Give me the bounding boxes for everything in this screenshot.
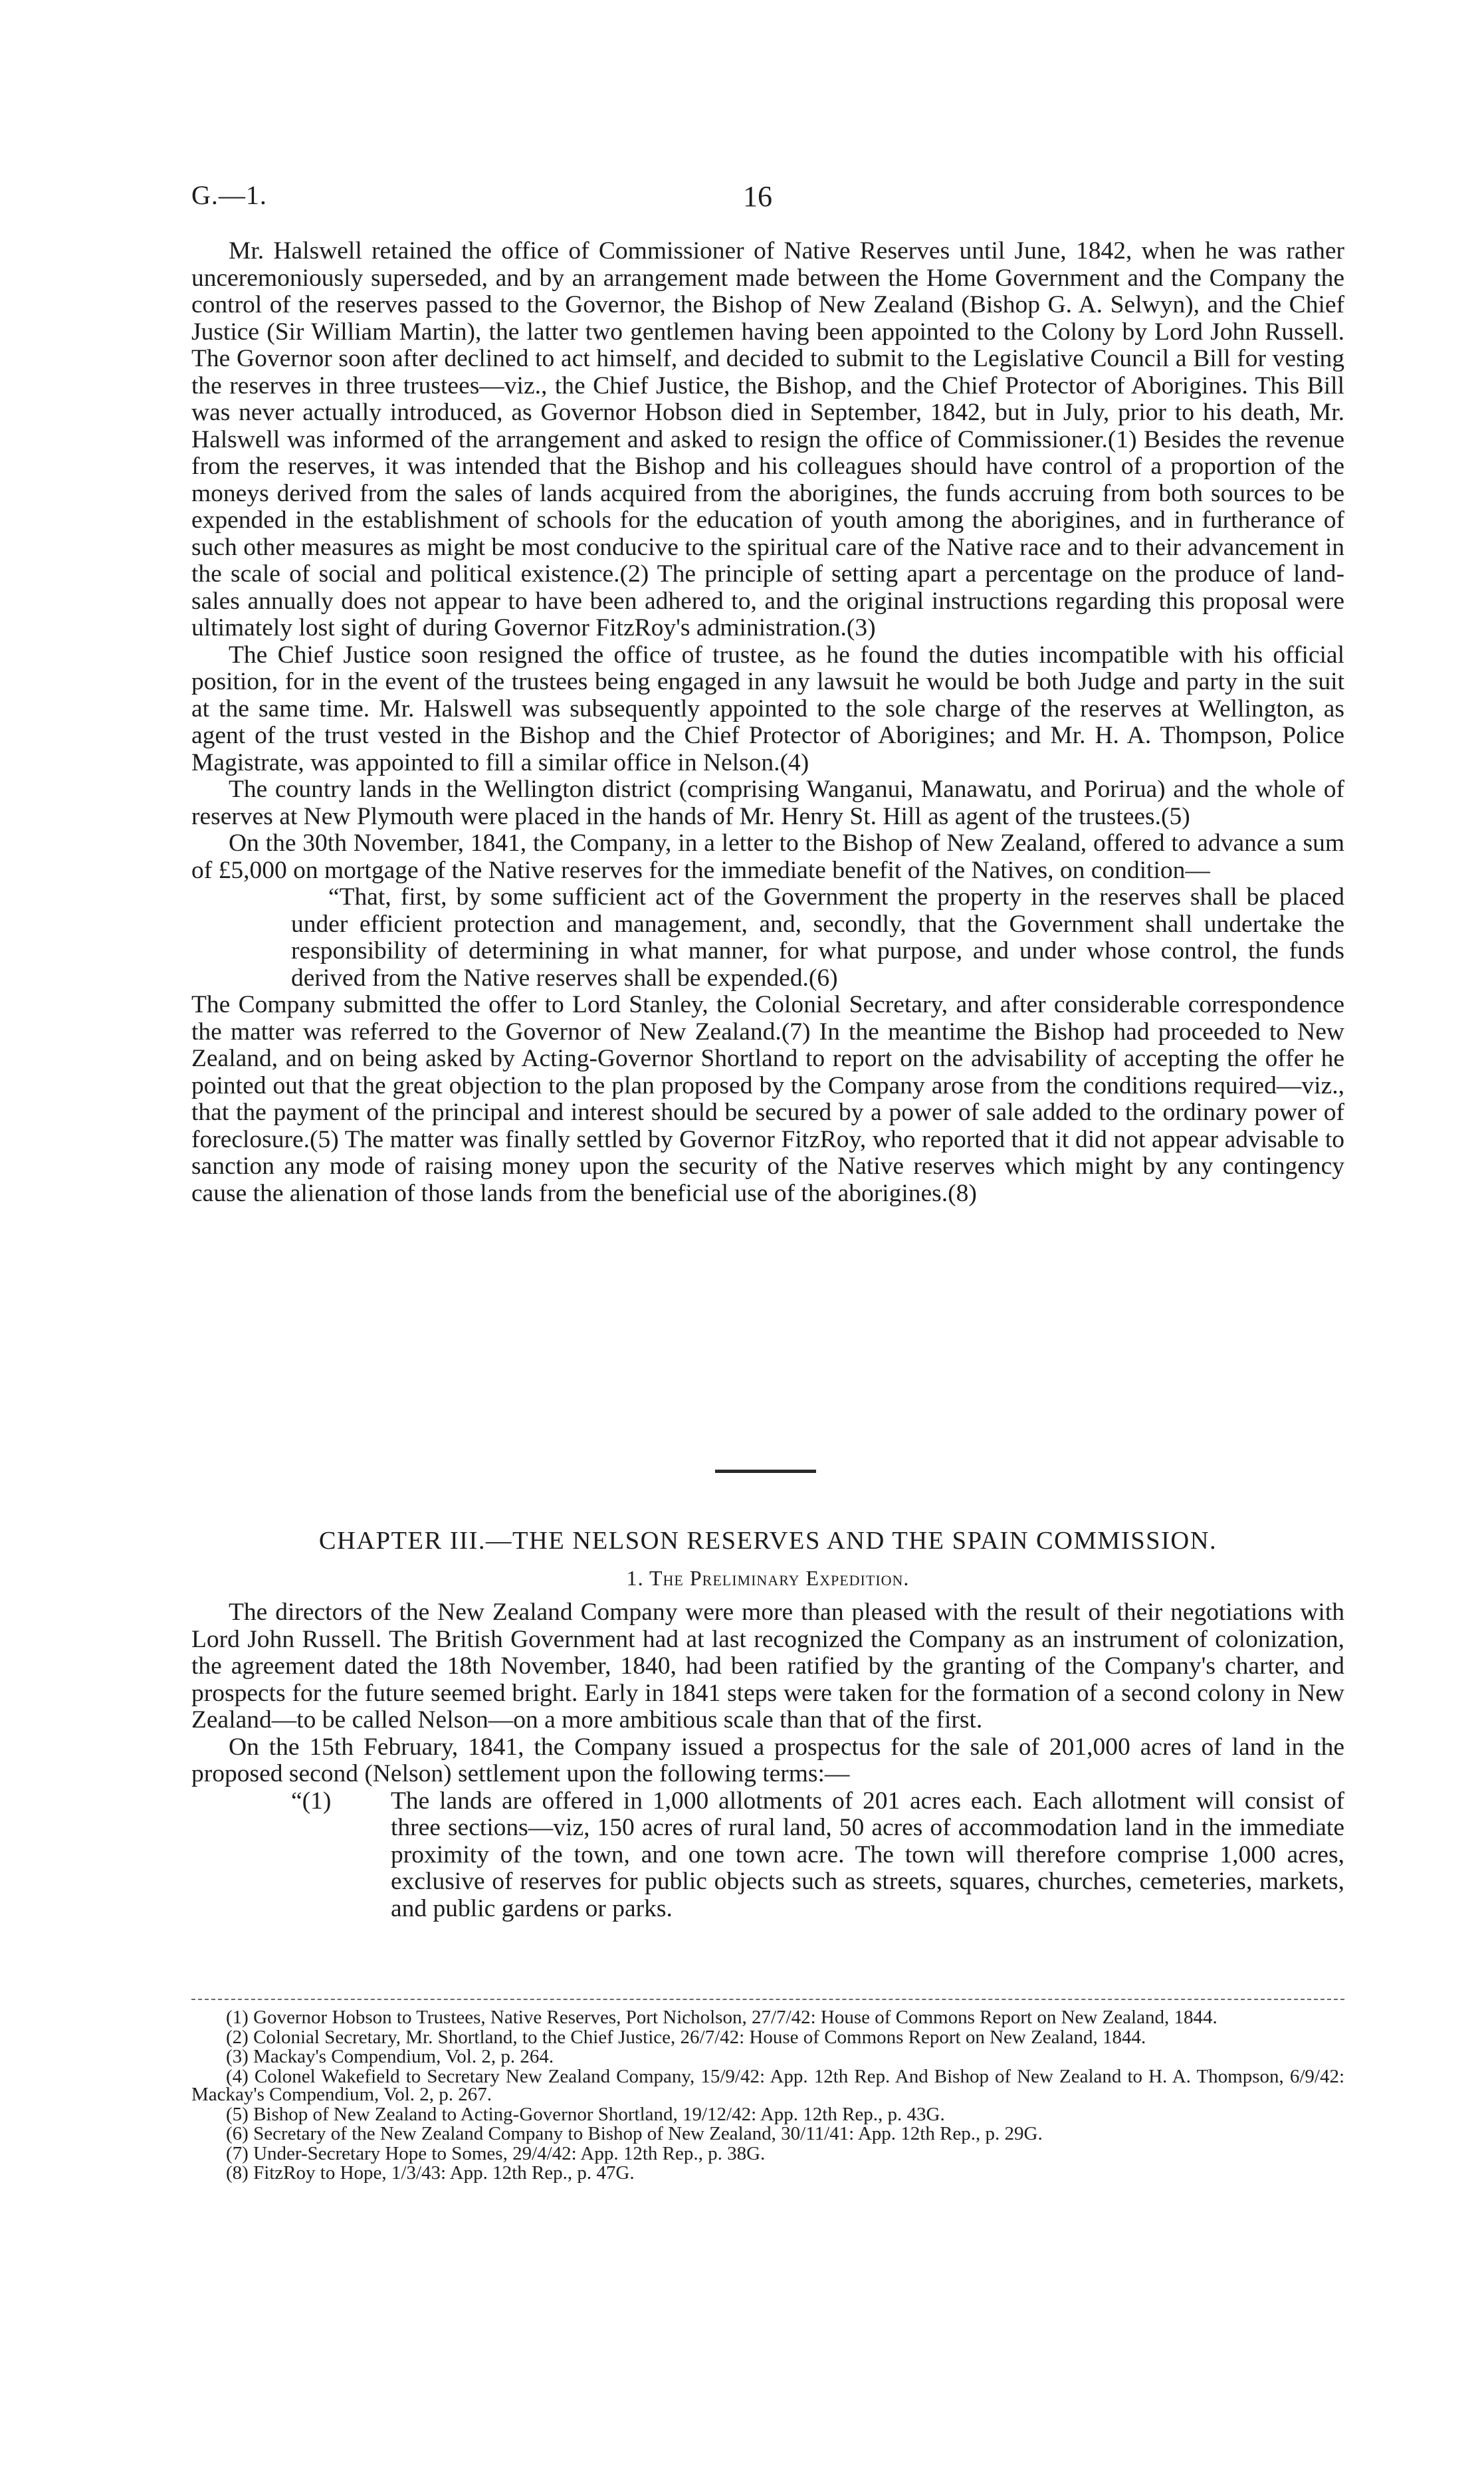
page-number: 16 bbox=[743, 180, 772, 213]
section-title: 1. The Preliminary Expedition. bbox=[626, 1566, 910, 1590]
paragraph: The Chief Justice soon resigned the office of trustee, as he found the duties incompatible with his official position, for in the event of the trustees being engaged in any lawsuit he would be both Judge and party in the suit at the same time. Mr. Halswell was subsequently appointed to the sole charge of the reserves at Wellington, as agent of the trust vested in the Bishop and the Chief Protector of Aborigines; and Mr. H. A. Thompson, Police Magistrate, was appointed to fill a similar office in Nelson.(4) bbox=[191, 641, 1344, 776]
paragraph: The directors of the New Zealand Company were more than pleased with the result of their negotiations with Lord John Russell. The British Government had at last recognized the Company as an instrument of colonization, the agreement dated the 18th November, 1840, had been ratified by the granting of the Company's charter, and prospects for the future seemed bright. Early in 1841 steps were taken for the formation of a second colony in New Zealand—to be called Nelson—on a more ambitious scale than that of the first. bbox=[191, 1599, 1344, 1734]
footnote: (2) Colonial Secretary, Mr. Shortland, to the Chief Justice, 26/7/42: House of Commons Report on New Zealand, 1844. bbox=[226, 2026, 1146, 2048]
footnote: (8) FitzRoy to Hope, 1/3/43: App. 12th Rep., p. 47G. bbox=[226, 2162, 635, 2184]
main-text bbox=[191, 238, 1344, 1207]
paragraph: Mr. Halswell retained the office of Commissioner of Native Reserves until June, 1842, when he was rather unceremoniously superseded, and by an arrangement made between the Home Government and the Company the control of the reserves passed to the Governor, the Bishop of New Zealand (Bishop G. A. Selwyn), and the Chief Justice (Sir William Martin), the latter two gentlemen having been appointed to the Colony by Lord John Russell. The Governor soon after declined to act himself, and decided to submit to the Legislative Council a Bill for vesting the reserves in three trustees—viz., the Chief Justice, the Bishop, and the Chief Protector of Aborigines. This Bill was never actually introduced, as Governor Hobson died in September, 1842, but in July, prior to his death, Mr. Halswell was informed of the arrangement and asked to resign the office of Commissioner.(1) Besides the revenue from the reserves, it was intended that the Bishop and his colleagues should have control of a proportion of the moneys derived from the sales of lands acquired from the aborigines, the funds accruing from both sources to be expended in the establishment of schools for the education of youth among the aborigines, and in furtherance of such other measures as might be most conducive to the spiritual care of the Native race and to their advancement in the scale of social and political existence.(2) The principle of setting apart a percentage on the produce of land-sales annually does not appear to have been adhered to, and the original instructions regarding this proposal were ultimately lost sight of during Governor FitzRoy's administration.(3) bbox=[191, 237, 1344, 641]
paragraph: On the 15th February, 1841, the Company issued a prospectus for the sale of 201,000 acres of land in the proposed second (Nelson) settlement upon the following terms:— bbox=[191, 1733, 1344, 1787]
list-item-number: “(1) bbox=[291, 1787, 332, 1815]
footnote: (4) Colonel Wakefield to Secretary New Zealand Company, 15/9/42: App. 12th Rep. And Bishop of New Zealand to H. A. Thompson, 6/9/42: Mackay's Compendium, Vol. 2, p. 267. bbox=[191, 2065, 1344, 2105]
chapter-text bbox=[191, 1599, 1344, 1922]
paragraph: The Company submitted the offer to Lord Stanley, the Colonial Secretary, and after considerable correspondence the matter was referred to the Governor of New Zealand.(7) In the meantime the Bishop had proceeded to New Zealand, and on being asked by Acting-Governor Shortland to report on the advisability of accepting the offer he pointed out that the great objection to the plan proposed by the Company arose from the conditions required—viz., that the payment of the principal and interest should be secured by a power of sale added to the ordinary power of foreclosure.(5) The matter was finally settled by Governor FitzRoy, who reported that it did not appear advisable to sanction any mode of raising money upon the security of the Native reserves which might by any contingency cause the alienation of those lands from the beneficial use of the aborigines.(8) bbox=[191, 991, 1344, 1207]
list-item bbox=[191, 1788, 1344, 1923]
block-quote bbox=[291, 884, 1344, 992]
footnote: (3) Mackay's Compendium, Vol. 2, p. 264. bbox=[226, 2046, 554, 2067]
paragraph: On the 30th November, 1841, the Company, in a letter to the Bishop of New Zealand, offered to advance a sum of £5,000 on mortgage of the Native reserves for the immediate benefit of the Natives, on condition— bbox=[191, 830, 1344, 884]
footnotes bbox=[191, 2009, 1344, 2184]
quote-text: “That, first, by some sufficient act of the Government the property in the reserves shall be placed under efficient protection and management, and, secondly, that the Government shall undertake the responsibility of determining in what manner, for what purpose, and under whose control, the funds derived from the Native reserves shall be expended.(6) bbox=[291, 883, 1344, 992]
footnote-divider bbox=[191, 1999, 1344, 2000]
series-code: G.—1. bbox=[191, 180, 267, 210]
section-divider bbox=[715, 1470, 816, 1473]
footnote: (7) Under-Secretary Hope to Somes, 29/4/42: App. 12th Rep., p. 38G. bbox=[226, 2142, 766, 2164]
paragraph: The country lands in the Wellington district (comprising Wanganui, Manawatu, and Porirua) and the whole of reserves at New Plymouth were placed in the hands of Mr. Henry St. Hill as agent of the trustees.(5) bbox=[191, 776, 1344, 830]
list-item-text: The lands are offered in 1,000 allotments of 201 acres each. Each allotment will consist of three sections—viz, 150 acres of rural land, 50 acres of accommodation land in the immediate proximity of the town, and one town acre. The town will therefore comprise 1,000 acres, exclusive of reserves for public objects such as streets, squares, churches, cemeteries, markets, and public gardens or parks. bbox=[391, 1787, 1344, 1922]
chapter-title: CHAPTER III.—THE NELSON RESERVES AND THE SPAIN COMMISSION. bbox=[318, 1527, 1218, 1555]
footnote: (6) Secretary of the New Zealand Company to Bishop of New Zealand, 30/11/41: App. 12th Rep., p. 29G. bbox=[226, 2123, 1043, 2144]
footnote: (5) Bishop of New Zealand to Acting-Governor Shortland, 19/12/42: App. 12th Rep., p. 43G. bbox=[226, 2103, 945, 2125]
footnote: (1) Governor Hobson to Trustees, Native Reserves, Port Nicholson, 27/7/42: House of Commons Report on New Zealand, 1844. bbox=[226, 2007, 1218, 2028]
